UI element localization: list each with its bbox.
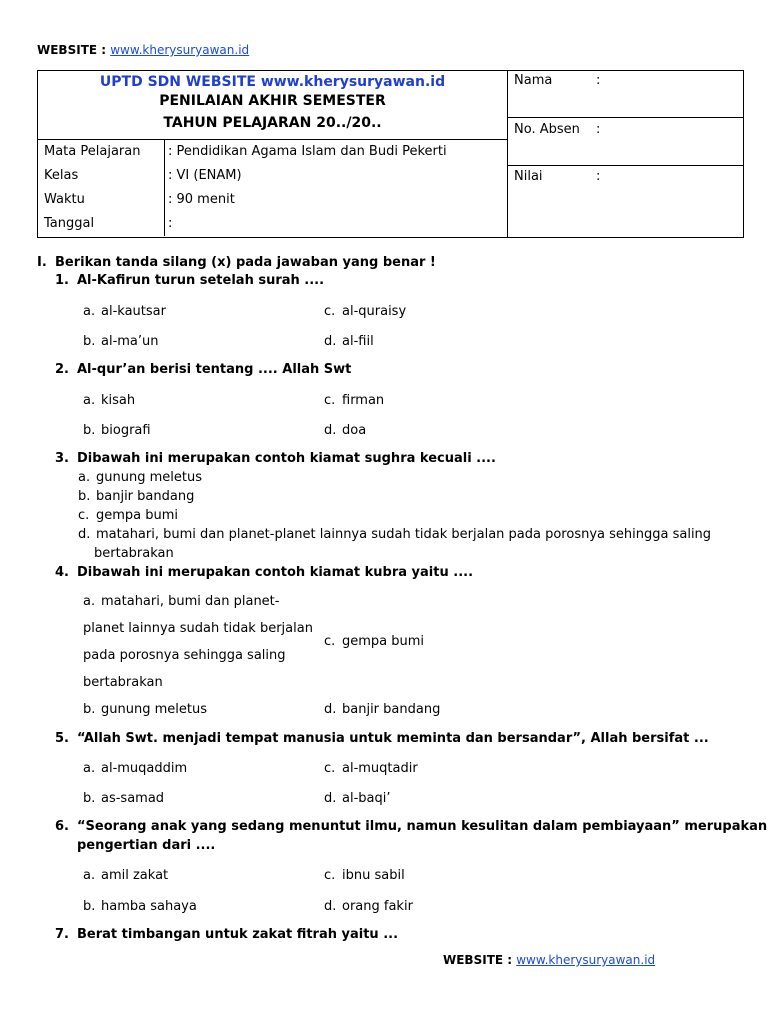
option-6c[interactable]: c. ibnu sabil [324,868,405,883]
school-name: UPTD SDN WEBSITE www.kherysuryawan.id [99,74,446,90]
question-3: 3. Dibawah ini merupakan contoh kiamat sughra kecuali .... [55,451,496,466]
option-6b[interactable]: b. hamba sahaya [83,899,197,914]
option-5a[interactable]: a. al-muqaddim [83,761,188,776]
option-4a-line: pada porosnya sehingga saling [83,648,286,663]
option-4a[interactable]: a. matahari, bumi dan planet- [83,594,280,609]
website-link[interactable]: www.kherysuryawan.id [516,953,656,967]
option-3d[interactable]: d. matahari, bumi dan planet-planet lainnya sudah tidak berjalan pada porosnya sehingga saling [78,527,712,542]
info-row: Kelas : VI (ENAM) [38,164,507,188]
option-3d-continuation: bertabrakan [94,546,174,561]
option-2a[interactable]: a. kisah [83,393,136,408]
option-1a[interactable]: a. al-kautsar [83,304,166,319]
website-label: WEBSITE : [37,43,111,57]
question-5: 5. “Allah Swt. menjadi tempat manusia untuk meminta dan bersandar”, Allah bersifat ... [55,731,709,746]
option-1c[interactable]: c. al-quraisy [324,304,407,319]
exam-title: PENILAIAN AKHIR SEMESTER [159,93,386,109]
option-4d[interactable]: d. banjir bandang [324,702,441,717]
info-row: Mata Pelajaran : Pendidikan Agama Islam dan Budi Pekerti [38,140,507,164]
question-1: 1. Al-Kafirun turun setelah surah .... [55,273,325,288]
website-label: WEBSITE : [443,953,517,967]
option-2c[interactable]: c. firman [324,393,385,408]
top-website-line [37,43,249,57]
website-link[interactable]: www.kherysuryawan.id [110,43,250,57]
option-4a-line: planet lainnya sudah tidak berjalan [83,621,313,636]
option-6a[interactable]: a. amil zakat [83,868,169,883]
school-year: TAHUN PELAJARAN 20../20.. [163,115,382,131]
option-5d[interactable]: d. al-baqi’ [324,791,391,806]
option-4a-line: bertabrakan [83,675,163,690]
info-row: Tanggal : [38,212,507,236]
option-3a[interactable]: a. gunung meletus [78,470,202,485]
field-no-absen[interactable]: No. Absen : [514,122,601,137]
section-instruction: I. Berikan tanda silang (x) pada jawaban yang benar ! [37,255,436,270]
question-6: 6. “Seorang anak yang sedang menuntut ilmu, namun kesulitan dalam pembiayaan” merupakan [55,819,768,834]
exam-header-table [37,70,744,238]
info-block [38,140,507,236]
option-4b[interactable]: b. gunung meletus [83,702,207,717]
field-nilai[interactable]: Nilai : [514,169,601,184]
bottom-website-line [443,953,655,967]
option-3c[interactable]: c. gempa bumi [78,508,179,523]
option-1b[interactable]: b. al-ma’un [83,334,159,349]
option-5b[interactable]: b. as-samad [83,791,165,806]
option-2d[interactable]: d. doa [324,423,367,438]
question-7: 7. Berat timbangan untuk zakat fitrah yaitu ... [55,927,399,942]
option-2b[interactable]: b. biografi [83,423,151,438]
option-1d[interactable]: d. al-fiil [324,334,374,349]
question-2: 2. Al-qur’an berisi tentang .... Allah Swt [55,362,352,377]
option-3b[interactable]: b. banjir bandang [78,489,195,504]
field-nama[interactable]: Nama : [514,73,601,88]
question-6-continuation: pengertian dari .... [77,838,216,853]
option-4c[interactable]: c. gempa bumi [324,634,425,649]
question-4: 4. Dibawah ini merupakan contoh kiamat kubra yaitu .... [55,565,474,580]
option-5c[interactable]: c. al-muqtadir [324,761,418,776]
option-6d[interactable]: d. orang fakir [324,899,413,914]
info-row: Waktu : 90 menit [38,188,507,212]
